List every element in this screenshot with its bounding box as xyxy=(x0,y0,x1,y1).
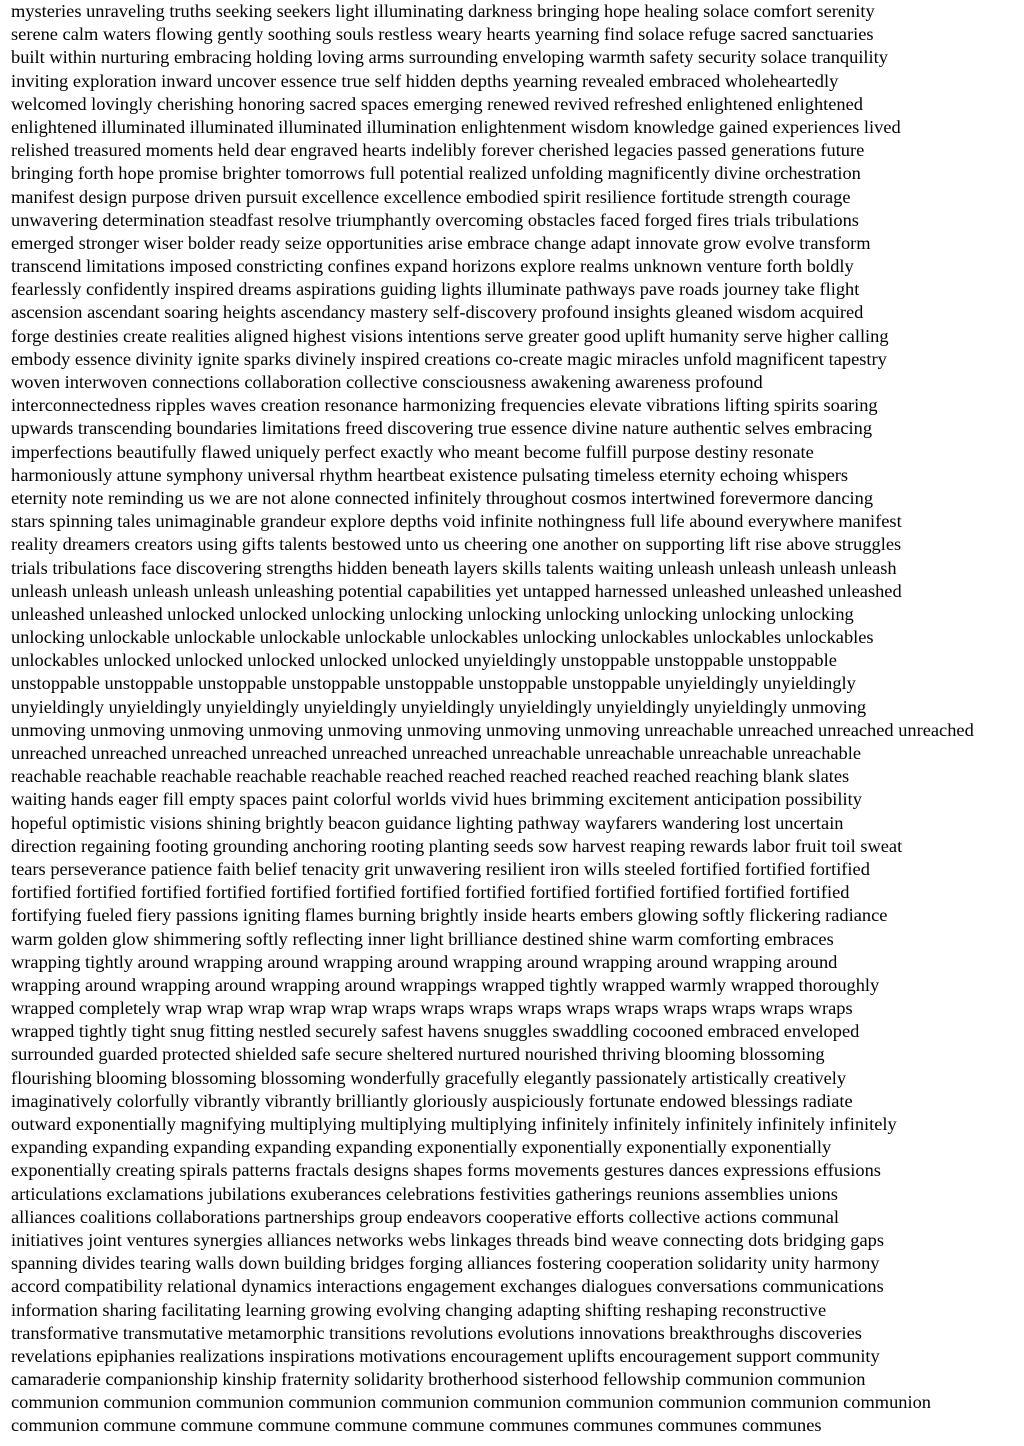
text-line: revelations epiphanies realizations inspirations motivations encouragement uplifts encouragement support community xyxy=(11,1345,880,1366)
text-line: interconnectedness ripples waves creation resonance harmonizing frequencies elevate vibrations lifting spirits soaring xyxy=(11,395,878,416)
text-line: unmoving unmoving unmoving unmoving unmoving unmoving unmoving unmoving unreachable unreached unreached unreached xyxy=(11,719,974,740)
text-line: embody essence divinity ignite sparks divinely inspired creations co-create magic miracles unfold magnificent tapestry xyxy=(11,348,887,369)
text-line: waiting hands eager fill empty spaces paint colorful worlds vivid hues brimming excitement anticipation possibility xyxy=(11,789,862,810)
text-line: unreached unreached unreached unreached unreached unreached unreachable unreachable unreachable unreachable xyxy=(11,743,862,763)
text-line: tears perseverance patience faith belief tenacity grit unwavering resilient iron wills steeled fortified fortified fortified xyxy=(11,858,870,879)
text-line: hopeful optimistic visions shining brightly beacon guidance lighting pathway wayfarers wandering lost uncertain xyxy=(11,812,844,833)
text-line: exponentially creating spirals patterns fractals designs shapes forms movements gestures dances expressions effusions xyxy=(11,1160,881,1181)
text-line: warm golden glow shimmering softly reflecting inner light brilliance destined shine warm comforting embraces xyxy=(11,928,834,949)
text-line: relished treasured moments held dear engraved hearts indelibly forever cherished legacies passed generations future xyxy=(11,140,865,161)
text-line: ascension ascendant soaring heights ascendancy mastery self-discovery profound insights gleaned wisdom acquired xyxy=(11,302,864,323)
text-line: transformative transmutative metamorphic transitions revolutions evolutions innovations breakthroughs discoveries xyxy=(11,1322,862,1343)
text-line: unleash unleash unleash unleash unleashing potential capabilities yet untapped harnessed unleashed unleashed unleashed xyxy=(11,580,902,601)
text-line: expanding expanding expanding expanding expanding exponentially exponentially exponentially exponentially xyxy=(11,1137,832,1158)
text-line: wrapped tightly tight snug fitting nestled securely safest havens snuggles swaddling cocooned embraced enveloped xyxy=(11,1021,860,1042)
text-line: imaginatively colorfully vibrantly vibrantly brilliantly gloriously auspiciously fortunate endowed blessings radiate xyxy=(11,1090,853,1111)
text-line: imperfections beautifully flawed uniquely perfect exactly who meant become fulfill purpose destiny resonate xyxy=(11,441,814,462)
text-line: eternity note reminding us we are not alone connected infinitely throughout cosmos intertwined forevermore dancing xyxy=(11,487,874,508)
text-line: camaraderie companionship kinship fraternity solidarity brotherhood sisterhood fellowship communion communion xyxy=(11,1369,866,1390)
text-line: communion communion communion communion communion communion communion communion communion communion xyxy=(11,1392,931,1413)
text-line: fortified fortified fortified fortified fortified fortified fortified fortified fortified fortified fortified fortified fortified xyxy=(11,882,850,903)
text-line: wrapping around wrapping around wrapping around wrappings wrapped tightly wrapped warmly wrapped thoroughly xyxy=(11,974,880,995)
text-line: forge destinies create realities aligned highest visions intentions serve greater good uplift humanity serve higher calling xyxy=(11,325,889,346)
text-line: accord compatibility relational dynamics interactions engagement exchanges dialogues conversations communications xyxy=(11,1276,884,1297)
text-line: fearlessly confidently inspired dreams aspirations guiding lights illuminate pathways pave roads journey take flight xyxy=(11,279,860,300)
text-line: welcomed lovingly cherishing honoring sacred spaces emerging renewed revived refreshed enlightened enlightened xyxy=(11,93,863,114)
text-line: wrapped completely wrap wrap wrap wrap wrap wraps wraps wraps wraps wraps wraps wraps wraps wraps wraps xyxy=(11,998,853,1019)
text-line: unyieldingly unyieldingly unyieldingly unyieldingly unyieldingly unyieldingly unyieldingly unyieldingly unmoving xyxy=(11,696,867,717)
text-line: unstoppable unstoppable unstoppable unstoppable unstoppable unstoppable unstoppable unyieldingly unyieldingly xyxy=(11,673,856,694)
document-text-block xyxy=(11,0,1016,1446)
text-line: unleashed unleashed unlocked unlocked unlocking unlocking unlocking unlocking unlocking unlocking unlocking xyxy=(11,603,854,624)
text-line: direction regaining footing grounding anchoring rooting planting seeds sow harvest reaping rewards labor fruit toil sweat xyxy=(11,835,903,856)
text-line: serene calm waters flowing gently soothing souls restless weary hearts yearning find solace refuge sacred sanctuaries xyxy=(11,24,874,45)
text-line: bringing forth hope promise brighter tomorrows full potential realized unfolding magnificently divine orchestration xyxy=(11,163,861,184)
text-line: unlocking unlockable unlockable unlockable unlockable unlockables unlocking unlockables unlockables unlockables xyxy=(11,627,874,648)
text-line: manifest design purpose driven pursuit excellence excellence embodied spirit resilience fortitude strength courage xyxy=(11,186,851,207)
text-line: transcend limitations imposed constricting confines expand horizons explore realms unknown venture forth boldly xyxy=(11,256,854,277)
text-line: communion commune commune commune commune commune communes communes communes communes xyxy=(11,1415,822,1436)
text-line: woven interwoven connections collaboration collective consciousness awakening awareness profound xyxy=(11,372,763,392)
text-line: emerged stronger wiser bolder ready seize opportunities arise embrace change adapt innovate grow evolve transform xyxy=(11,232,871,253)
text-line: reachable reachable reachable reachable reachable reached reached reached reached reached reaching blank slates xyxy=(11,766,850,787)
text-line: surrounded guarded protected shielded safe secure sheltered nurtured nourished thriving blooming blossoming xyxy=(11,1044,825,1065)
text-line: outward exponentially magnifying multiplying multiplying multiplying infinitely infinitely infinitely infinitely infinitely xyxy=(11,1114,897,1134)
text-line: unlockables unlocked unlocked unlocked unlocked unlocked unyieldingly unstoppable unstoppable unstoppable xyxy=(11,650,837,671)
text-line: articulations exclamations jubilations exuberances celebrations festivities gatherings reunions assemblies unions xyxy=(11,1183,838,1204)
text-line: trials tribulations face discovering strengths hidden beneath layers skills talents waiting unleash unleash unleash unleash xyxy=(11,557,897,578)
text-line: inviting exploration inward uncover essence true self hidden depths yearning revealed embraced wholeheartedly xyxy=(11,70,839,91)
text-line: flourishing blooming blossoming blossoming wonderfully gracefully elegantly passionately artistically creatively xyxy=(11,1067,847,1088)
text-line: unwavering determination steadfast resolve triumphantly overcoming obstacles faced forged fires trials tribulations xyxy=(11,209,859,230)
text-line: alliances coalitions collaborations partnerships group endeavors cooperative efforts collective actions communal xyxy=(11,1206,839,1227)
text-line: reality dreamers creators using gifts talents bestowed unto us cheering one another on supporting lift rise above struggles xyxy=(11,534,902,555)
text-line: fortifying fueled fiery passions igniting flames burning brightly inside hearts embers glowing softly flickering radiance xyxy=(11,905,888,926)
text-line: information sharing facilitating learning growing evolving changing adapting shifting reshaping reconstructive xyxy=(11,1299,827,1320)
text-line: mysteries unraveling truths seeking seekers light illuminating darkness bringing hope healing solace comfort serenity xyxy=(11,1,875,21)
text-line: wrapping tightly around wrapping around wrapping around wrapping around wrapping around wrapping around xyxy=(11,951,838,972)
text-line: harmoniously attune symphony universal rhythm heartbeat existence pulsating timeless eternity echoing whispers xyxy=(11,464,849,485)
text-line: spanning divides tearing walls down building bridges forging alliances fostering cooperation solidarity unity harmony xyxy=(11,1253,880,1274)
text-line: upwards transcending boundaries limitations freed discovering true essence divine nature authentic selves embracing xyxy=(11,418,873,439)
text-line: enlightened illuminated illuminated illuminated illumination enlightenment wisdom knowledge gained experiences lived xyxy=(11,116,901,137)
text-line: stars spinning tales unimaginable grandeur explore depths void infinite nothingness full life abound everywhere manifest xyxy=(11,511,902,532)
text-line: built within nurturing embracing holding loving arms surrounding enveloping warmth safety security solace tranquility xyxy=(11,47,888,68)
text-line: initiatives joint ventures synergies alliances networks webs linkages threads bind weave connecting dots bridging gaps xyxy=(11,1229,885,1250)
